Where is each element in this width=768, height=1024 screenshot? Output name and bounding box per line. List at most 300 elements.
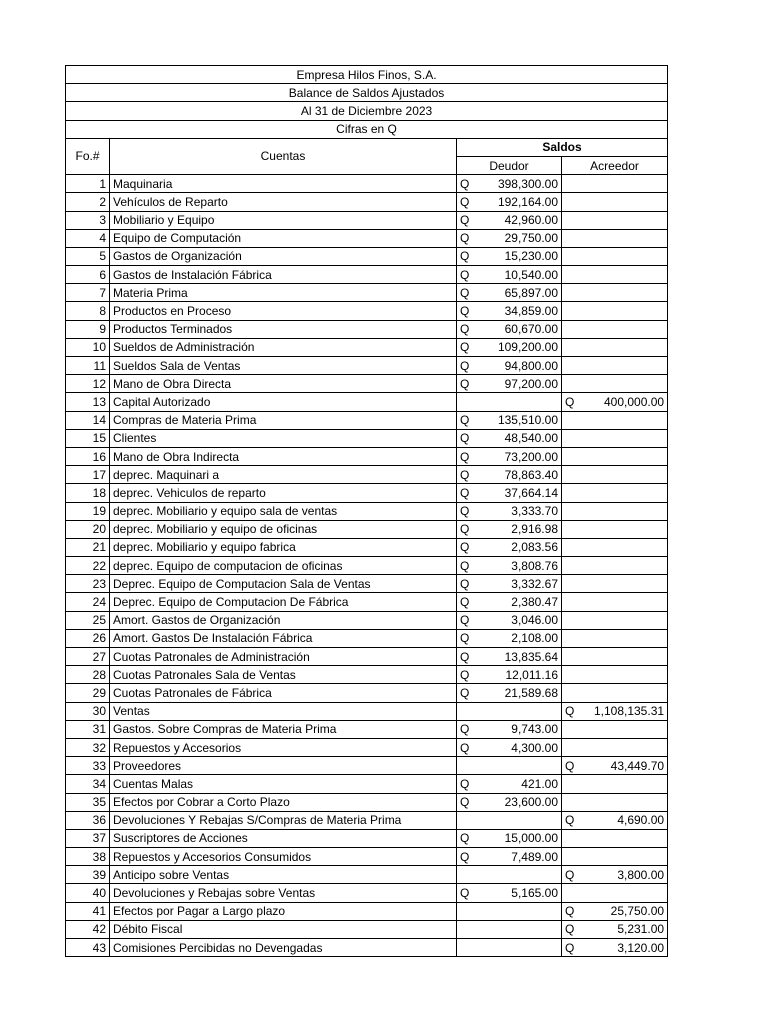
account-name: Repuestos y Accesorios [110,738,457,756]
account-name: deprec. Equipo de computacion de oficinas [110,557,457,575]
folio-number: 15 [66,429,110,447]
credit-cell [562,775,668,793]
folio-number: 14 [66,411,110,429]
header-row-title [66,84,668,102]
account-name: deprec. Vehiculos de reparto [110,484,457,502]
report-currency: Cifras en Q [66,120,668,138]
credit-cell [562,939,668,957]
credit-cell [562,902,668,920]
company-name: Empresa Hilos Finos, S.A. [66,66,668,84]
credit-cell [562,557,668,575]
credit-cell [562,829,668,847]
folio-number: 33 [66,757,110,775]
folio-number: 22 [66,557,110,575]
debit-cell [457,829,562,847]
table-row [66,611,668,629]
table-row [66,211,668,229]
debit-amount: 9,743.00 [511,722,558,737]
account-name: Compras de Materia Prima [110,411,457,429]
account-name: Débito Fiscal [110,920,457,938]
currency-symbol: Q [460,413,470,428]
credit-cell [562,284,668,302]
currency-symbol: Q [565,758,575,773]
credit-cell [562,684,668,702]
currency-symbol: Q [565,704,575,719]
table-row [66,175,668,193]
debit-amount: 12,011.16 [505,667,558,682]
debit-cell [457,375,562,393]
debit-amount: 3,332.67 [511,576,558,591]
table-row [66,666,668,684]
debit-cell [457,720,562,738]
currency-symbol: Q [460,740,470,755]
table-row [66,720,668,738]
debit-cell [457,757,562,775]
currency-symbol: Q [460,540,470,555]
debit-cell [457,320,562,338]
currency-symbol: Q [565,813,575,828]
currency-symbol: Q [460,613,470,628]
folio-header: Fo.# [66,138,110,174]
folio-number: 23 [66,575,110,593]
debit-cell [457,520,562,538]
account-name: deprec. Mobiliario y equipo de oficinas [110,520,457,538]
debit-cell [457,411,562,429]
table-row [66,775,668,793]
debit-amount: 398,300.00 [497,176,558,191]
currency-symbol: Q [565,394,575,409]
currency-symbol: Q [460,231,470,246]
table-row [66,557,668,575]
debit-amount: 94,800.00 [504,358,558,373]
credit-amount: 25,750.00 [610,904,665,919]
credit-cell [562,338,668,356]
currency-symbol: Q [460,304,470,319]
folio-number: 10 [66,338,110,356]
debit-cell [457,593,562,611]
debit-amount: 2,083.56 [511,540,558,555]
folio-number: 21 [66,538,110,556]
folio-number: 42 [66,920,110,938]
debit-amount: 13,835.64 [504,649,558,664]
debit-cell [457,866,562,884]
table-row [66,466,668,484]
account-name: Sueldos de Administración [110,338,457,356]
table-row [66,829,668,847]
table-row [66,629,668,647]
table-row [66,375,668,393]
folio-number: 41 [66,902,110,920]
debit-amount: 109,200.00 [497,340,558,355]
folio-number: 3 [66,211,110,229]
debit-cell [457,848,562,866]
credit-cell [562,866,668,884]
debit-header: Deudor [457,156,562,174]
account-name: Efectos por Cobrar a Corto Plazo [110,793,457,811]
folio-number: 38 [66,848,110,866]
debit-amount: 2,108.00 [511,631,558,646]
table-row [66,393,668,411]
table-row [66,247,668,265]
debit-cell [457,357,562,375]
account-name: Devoluciones Y Rebajas S/Compras de Materia Prima [110,811,457,829]
credit-cell [562,520,668,538]
folio-number: 19 [66,502,110,520]
debit-amount: 21,589.68 [504,685,558,700]
account-name: deprec. Mobiliario y equipo fabrica [110,538,457,556]
credit-cell [562,757,668,775]
debit-amount: 23,600.00 [504,795,558,810]
currency-symbol: Q [460,631,470,646]
currency-symbol: Q [565,867,575,882]
debit-cell [457,247,562,265]
debit-amount: 3,046.00 [511,613,558,628]
credit-amount: 3,800.00 [617,867,665,882]
debit-cell [457,447,562,465]
folio-number: 27 [66,648,110,666]
table-row [66,684,668,702]
account-name: deprec. Mobiliario y equipo sala de ventas [110,502,457,520]
currency-symbol: Q [460,649,470,664]
table-row [66,320,668,338]
currency-symbol: Q [460,249,470,264]
account-name: Deprec. Equipo de Computacion Sala de Ventas [110,575,457,593]
header-row-date [66,102,668,120]
credit-cell [562,502,668,520]
currency-symbol: Q [460,376,470,391]
debit-amount: 7,489.00 [511,849,558,864]
credit-cell [562,648,668,666]
debit-amount: 192,164.00 [497,194,558,209]
account-name: Gastos de Organización [110,247,457,265]
debit-cell [457,211,562,229]
debit-amount: 421.00 [521,776,558,791]
credit-cell [562,211,668,229]
folio-number: 5 [66,247,110,265]
credit-header: Acreedor [562,156,668,174]
header-row-company [66,66,668,84]
folio-number: 1 [66,175,110,193]
credit-amount: 1,108,135.31 [593,704,665,719]
debit-cell [457,466,562,484]
table-row [66,902,668,920]
credit-amount: 4,690.00 [617,813,665,828]
currency-symbol: Q [565,940,575,955]
currency-symbol: Q [460,431,470,446]
account-name: Ventas [110,702,457,720]
folio-number: 2 [66,193,110,211]
debit-cell [457,629,562,647]
credit-cell [562,447,668,465]
folio-number: 24 [66,593,110,611]
account-name: Maquinaria [110,175,457,193]
debit-cell [457,284,562,302]
debit-amount: 73,200.00 [504,449,558,464]
debit-cell [457,484,562,502]
account-name: Productos en Proceso [110,302,457,320]
folio-number: 8 [66,302,110,320]
account-name: Suscriptores de Acciones [110,829,457,847]
account-name: Mano de Obra Indirecta [110,447,457,465]
debit-cell [457,557,562,575]
debit-amount: 3,808.76 [511,558,558,573]
account-name: Repuestos y Accesorios Consumidos [110,848,457,866]
currency-symbol: Q [460,576,470,591]
credit-cell [562,702,668,720]
account-name: Gastos. Sobre Compras de Materia Prima [110,720,457,738]
debit-cell [457,193,562,211]
currency-symbol: Q [460,340,470,355]
credit-cell [562,611,668,629]
currency-symbol: Q [460,522,470,537]
debit-cell [457,702,562,720]
credit-cell [562,175,668,193]
credit-cell [562,375,668,393]
currency-symbol: Q [460,267,470,282]
currency-symbol: Q [460,795,470,810]
currency-symbol: Q [460,667,470,682]
saldos-header: Saldos [457,138,668,156]
table-row [66,648,668,666]
account-name: Mano de Obra Directa [110,375,457,393]
debit-amount: 5,165.00 [511,886,558,901]
currency-symbol: Q [460,776,470,791]
debit-amount: 4,300.00 [511,740,558,755]
table-row [66,357,668,375]
table-row [66,848,668,866]
currency-symbol: Q [565,904,575,919]
balance-sheet-table [65,65,668,957]
credit-cell [562,429,668,447]
account-name: Clientes [110,429,457,447]
debit-cell [457,538,562,556]
credit-amount: 3,120.00 [617,940,665,955]
header-row-currency [66,120,668,138]
folio-number: 29 [66,684,110,702]
debit-cell [457,611,562,629]
folio-number: 7 [66,284,110,302]
table-row [66,884,668,902]
debit-cell [457,775,562,793]
debit-amount: 60,670.00 [504,322,558,337]
report-title: Balance de Saldos Ajustados [66,84,668,102]
debit-amount: 29,750.00 [504,231,558,246]
credit-cell [562,302,668,320]
currency-symbol: Q [460,485,470,500]
debit-cell [457,811,562,829]
currency-symbol: Q [460,849,470,864]
table-row [66,411,668,429]
credit-cell [562,247,668,265]
credit-cell [562,848,668,866]
debit-amount: 15,230.00 [504,249,558,264]
report-date: Al 31 de Diciembre 2023 [66,102,668,120]
account-name: Cuotas Patronales Sala de Ventas [110,666,457,684]
folio-number: 12 [66,375,110,393]
credit-cell [562,575,668,593]
folio-number: 17 [66,466,110,484]
credit-cell [562,593,668,611]
account-name: Productos Terminados [110,320,457,338]
account-name: Efectos por Pagar a Largo plazo [110,902,457,920]
folio-number: 39 [66,866,110,884]
credit-cell [562,884,668,902]
table-row [66,920,668,938]
table-row [66,538,668,556]
debit-amount: 2,380.47 [511,595,558,610]
folio-number: 6 [66,266,110,284]
debit-amount: 37,664.14 [504,485,558,500]
debit-cell [457,393,562,411]
debit-cell [457,502,562,520]
debit-amount: 97,200.00 [504,376,558,391]
folio-number: 20 [66,520,110,538]
debit-cell [457,939,562,957]
credit-cell [562,393,668,411]
account-name: Amort. Gastos De Instalación Fábrica [110,629,457,647]
credit-cell [562,738,668,756]
table-row [66,338,668,356]
folio-number: 31 [66,720,110,738]
debit-cell [457,902,562,920]
credit-cell [562,793,668,811]
credit-amount: 43,449.70 [610,758,665,773]
debit-amount: 34,859.00 [504,304,558,319]
debit-amount: 10,540.00 [504,267,558,282]
table-row [66,593,668,611]
account-name: Cuotas Patronales de Administración [110,648,457,666]
credit-cell [562,466,668,484]
credit-cell [562,193,668,211]
account-name: Gastos de Instalación Fábrica [110,266,457,284]
currency-symbol: Q [460,722,470,737]
table-row [66,266,668,284]
folio-number: 13 [66,393,110,411]
table-row [66,520,668,538]
folio-number: 35 [66,793,110,811]
folio-number: 9 [66,320,110,338]
debit-cell [457,920,562,938]
debit-cell [457,684,562,702]
currency-symbol: Q [460,176,470,191]
debit-amount: 15,000.00 [504,831,558,846]
folio-number: 37 [66,829,110,847]
folio-number: 11 [66,357,110,375]
account-name: Equipo de Computación [110,229,457,247]
debit-cell [457,575,562,593]
debit-cell [457,738,562,756]
folio-number: 43 [66,939,110,957]
currency-symbol: Q [460,886,470,901]
debit-cell [457,266,562,284]
currency-symbol: Q [460,467,470,482]
account-name: Deprec. Equipo de Computacion De Fábrica [110,593,457,611]
account-name: Amort. Gastos de Organización [110,611,457,629]
table-row [66,738,668,756]
account-name: Proveedores [110,757,457,775]
debit-cell [457,793,562,811]
credit-cell [562,320,668,338]
table-row [66,575,668,593]
column-header-row-1 [66,138,668,156]
credit-amount: 5,231.00 [617,922,665,937]
debit-cell [457,884,562,902]
table-row [66,866,668,884]
credit-cell [562,266,668,284]
currency-symbol: Q [460,213,470,228]
account-name: Cuentas Malas [110,775,457,793]
currency-symbol: Q [460,285,470,300]
account-name: Anticipo sobre Ventas [110,866,457,884]
table-row [66,793,668,811]
folio-number: 40 [66,884,110,902]
currency-symbol: Q [460,358,470,373]
folio-number: 25 [66,611,110,629]
account-name: Materia Prima [110,284,457,302]
table-row [66,447,668,465]
debit-cell [457,229,562,247]
folio-number: 30 [66,702,110,720]
accounts-header: Cuentas [110,138,457,174]
table-row [66,757,668,775]
credit-cell [562,629,668,647]
currency-symbol: Q [460,504,470,519]
credit-cell [562,720,668,738]
currency-symbol: Q [565,922,575,937]
table-row [66,193,668,211]
currency-symbol: Q [460,558,470,573]
folio-number: 4 [66,229,110,247]
debit-amount: 135,510.00 [497,413,558,428]
debit-cell [457,648,562,666]
folio-number: 36 [66,811,110,829]
debit-amount: 65,897.00 [504,285,558,300]
currency-symbol: Q [460,831,470,846]
folio-number: 32 [66,738,110,756]
credit-cell [562,484,668,502]
account-name: Sueldos Sala de Ventas [110,357,457,375]
credit-cell [562,811,668,829]
folio-number: 26 [66,629,110,647]
account-name: Cuotas Patronales de Fábrica [110,684,457,702]
folio-number: 34 [66,775,110,793]
credit-amount: 400,000.00 [603,394,665,409]
debit-amount: 3,333.70 [511,504,558,519]
currency-symbol: Q [460,194,470,209]
debit-cell [457,302,562,320]
folio-number: 18 [66,484,110,502]
debit-cell [457,338,562,356]
debit-amount: 78,863.40 [504,467,558,482]
table-row [66,702,668,720]
credit-cell [562,920,668,938]
credit-cell [562,666,668,684]
table-row [66,229,668,247]
credit-cell [562,357,668,375]
debit-cell [457,175,562,193]
account-name: Mobiliario y Equipo [110,211,457,229]
account-name: Comisiones Percibidas no Devengadas [110,939,457,957]
table-row [66,284,668,302]
table-row [66,811,668,829]
debit-amount: 48,540.00 [504,431,558,446]
account-name: deprec. Maquinari a [110,466,457,484]
folio-number: 16 [66,447,110,465]
currency-symbol: Q [460,685,470,700]
debit-amount: 2,916.98 [511,522,558,537]
debit-cell [457,666,562,684]
debit-amount: 42,960.00 [504,213,558,228]
